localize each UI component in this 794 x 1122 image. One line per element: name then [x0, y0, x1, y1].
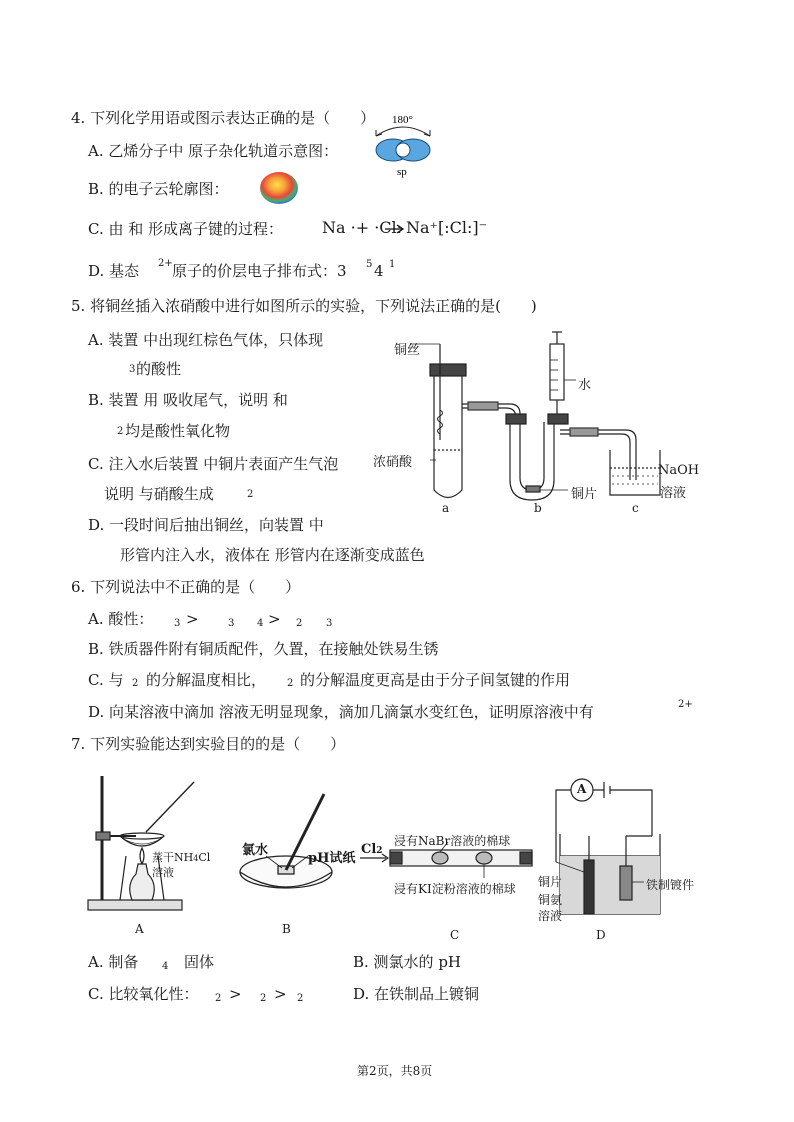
q6-a-sub1: 3: [174, 618, 181, 629]
ionic-bond-formula-right: Na⁺[:Cl:]⁻: [406, 218, 488, 237]
q4-d-4: 4: [374, 262, 384, 280]
q4-d-charge: 2+: [158, 258, 173, 269]
q5-a-sub: 3: [129, 364, 136, 375]
fig-d-copper-label: 铜片: [538, 875, 563, 889]
q5-option-a-line2: 的酸性: [136, 360, 182, 378]
fig-d-solution-label-1: 铜氨: [538, 893, 563, 907]
q5-b-sub: 2: [117, 426, 124, 437]
ionic-bond-formula-left: Na ·+ ·Cl:: [322, 218, 403, 237]
q4-d-sup5: 5: [366, 259, 373, 270]
q7-option-d: D. 在铁制品上镀铜: [353, 985, 480, 1003]
q5-c-sub: 2: [247, 489, 254, 500]
label-conc-nitric-acid: 浓硝酸: [373, 455, 413, 470]
fig-a-caption: A: [135, 922, 144, 936]
label-naoh: NaOH: [658, 463, 700, 478]
fig-a-label-line1: 蒸干NH4Cl: [152, 851, 211, 864]
q7-option-c: C. 比较氧化性：: [88, 985, 199, 1003]
q6-option-b: B. 铁质器件附有铜质配件，久置，在接触处铁易生锈: [88, 640, 439, 658]
sp-label: sp: [397, 166, 407, 178]
sp-orbital-figure: [368, 112, 438, 180]
q6-a-sub5: 3: [326, 618, 333, 629]
q6-stem: 6. 下列说法中不正确的是（ ）: [71, 578, 301, 596]
label-water: 水: [578, 378, 592, 393]
q6-c-sub2: 2: [287, 678, 294, 689]
q7-option-a-tail: 固体: [184, 953, 215, 971]
label-apparatus-b: b: [534, 501, 542, 515]
electron-cloud-icon: [258, 170, 300, 206]
q6-option-c-part2: 的分解温度相比，: [146, 671, 267, 689]
q5-option-d-line1: D. 一段时间后抽出铜丝，向装置 中: [88, 516, 324, 534]
fig-d-caption: D: [596, 928, 606, 942]
q4-option-d-text: 原子的价层电子排布式：3: [172, 262, 347, 280]
q6-option-d: D. 向某溶液中滴加 溶液无明显现象，滴加几滴氯水变红色，证明原溶液中有: [88, 703, 594, 721]
label-apparatus-a: a: [442, 501, 450, 515]
fig-b-ph-paper-label: pH试纸: [308, 851, 356, 866]
fig-c-caption: C: [450, 928, 460, 942]
q4-option-c: C. 由 和 形成离子键的过程：: [88, 220, 284, 238]
q6-option-c-part3: 的分解温度更高是由于分子间氢键的作用: [300, 671, 571, 689]
q4-stem: 4. 下列化学用语或图示表达正确的是（ ）: [71, 109, 376, 127]
q5-option-b-line2: 均是酸性氧化物: [125, 422, 231, 440]
q4-option-a: A. 乙烯分子中 原子杂化轨道示意图：: [88, 142, 339, 160]
fig-d-solution-label-2: 溶液: [538, 909, 563, 923]
q7-a-sub: 4: [162, 961, 169, 972]
q6-d-charge: 2+: [678, 699, 693, 710]
q5-option-c-line1: C. 注入水后装置 中铜片表面产生气泡: [88, 455, 339, 473]
fig-b-chlorine-water-label: 氯水: [242, 843, 269, 858]
q5-option-d-line2: 形管内注入水，液体在 形管内在逐渐变成蓝色: [120, 546, 425, 564]
q6-option-c-part1: C. 与: [88, 671, 124, 689]
figure-a-evaporation: [84, 772, 204, 914]
q5-option-a-line1: A. 装置 中出现红棕色气体，只体现: [88, 331, 324, 349]
fig-b-caption: B: [282, 922, 291, 936]
label-apparatus-c: c: [632, 501, 639, 515]
fig-c-cl2-label: Cl2: [361, 842, 383, 857]
fig-a-label-line2: 溶液: [152, 866, 174, 879]
q6-option-a: A. 酸性：: [88, 610, 154, 628]
label-copper-wire: 铜丝: [394, 343, 421, 358]
q6-a-sub2: 3: [228, 618, 235, 629]
label-naoh-solution: 溶液: [660, 486, 687, 501]
q5-option-c-line2: 说明 与硝酸生成: [104, 485, 214, 503]
arrow-icon: [384, 222, 406, 236]
q6-a-gt1: >: [186, 610, 199, 628]
q7-stem: 7. 下列实验能达到实验目的的是（ ）: [71, 735, 346, 753]
fig-d-iron-label: 铁制镀件: [646, 878, 695, 892]
q7-option-b: B. 测氯水的 pH: [353, 953, 462, 971]
q4-d-sup1: 1: [389, 259, 396, 270]
ammeter-icon: A: [577, 782, 587, 796]
fig-c-ki-label: 浸有KI淀粉溶液的棉球: [394, 882, 516, 896]
q4-option-d-prefix: D. 基态: [88, 262, 140, 280]
fig-c-nabr-label: 浸有NaBr溶液的棉球: [394, 834, 511, 848]
q7-option-a: A. 制备: [88, 953, 139, 971]
q6-a-gt2: >: [268, 610, 281, 628]
page-footer: 第2页，共8页: [357, 1064, 433, 1078]
label-copper-sheet: 铜片: [571, 487, 598, 502]
q6-a-sub3: 4: [257, 618, 264, 629]
q5-option-b-line1: B. 装置 用 吸收尾气，说明 和: [88, 391, 288, 409]
q7-c-sub1: 2: [215, 993, 222, 1004]
q6-a-sub4: 2: [296, 618, 303, 629]
stopper-a: [430, 364, 466, 376]
q7-c-sub2: 2: [260, 993, 267, 1004]
q5-stem: 5. 将铜丝插入浓硝酸中进行如图所示的实验，下列说法正确的是( ): [71, 297, 537, 315]
q6-c-sub1: 2: [132, 678, 139, 689]
q7-c-gt2: >: [274, 985, 287, 1003]
sp-angle-label: 180°: [392, 114, 413, 126]
q7-c-sub3: 2: [297, 993, 304, 1004]
nitric-acid-apparatus-figure: [370, 330, 710, 520]
q4-option-b: B. 的电子云轮廓图：: [88, 180, 229, 198]
q7-c-gt1: >: [229, 985, 242, 1003]
figure-d-electroplating: [540, 776, 690, 926]
